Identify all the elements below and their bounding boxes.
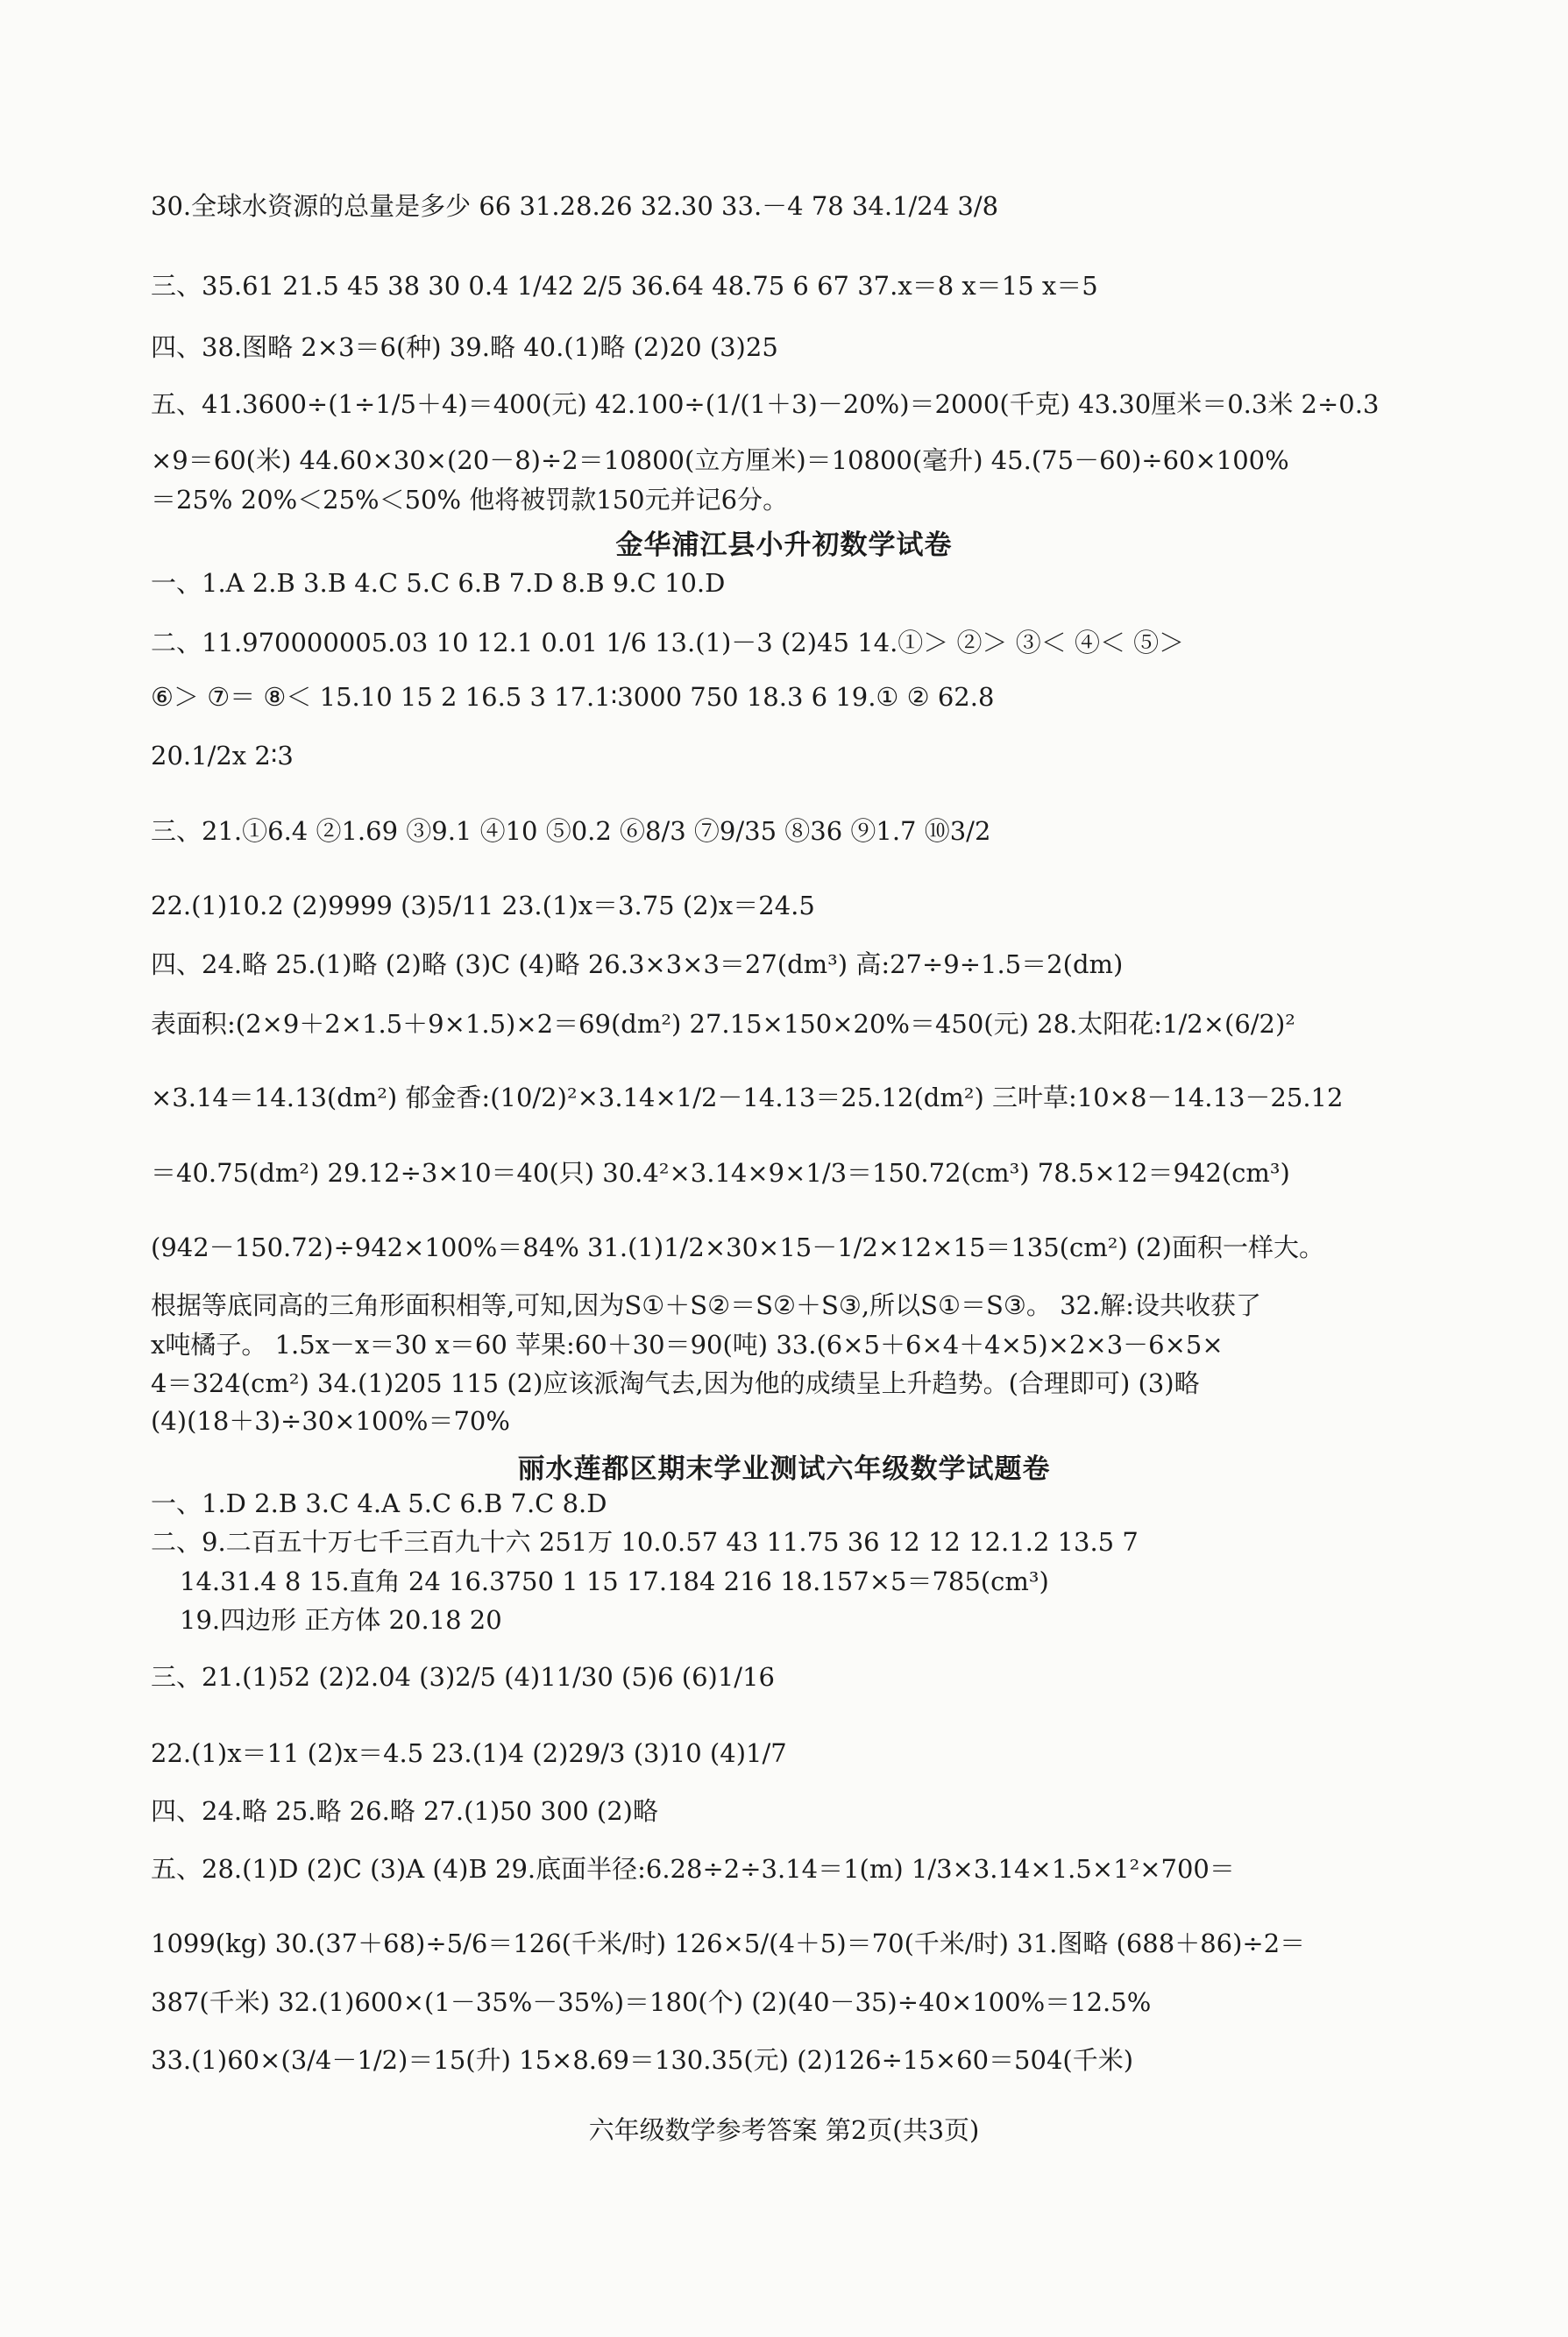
section-title-jinhua: 金华浦江县小升初数学试卷 xyxy=(615,529,953,561)
jinhua-line-13: x吨橘子。 1.5x－x＝30 x＝60 苹果:60＋30＝90(吨) 33.(6×5＋6×4＋4×5)×2×3－6×5× xyxy=(151,1330,1224,1360)
lishui-line-2: 二、9.二百五十万七千三百九十六 251万 10.0.57 43 11.75 36 12 12 12.1.2 13.5 7 xyxy=(151,1527,1139,1557)
lishui-line-7: 四、24.略 25.略 26.略 27.(1)50 300 (2)略 xyxy=(151,1796,658,1826)
jinhua-line-12: 根据等底同高的三角形面积相等,可知,因为S①＋S②＝S②＋S③,所以S①＝S③。 32.解:设共收获了 xyxy=(151,1290,1261,1320)
lishui-line-4: 19.四边形 正方体 20.18 20 xyxy=(180,1605,502,1635)
jinhua-line-5: 三、21.①6.4 ②1.69 ③9.1 ④10 ⑤0.2 ⑥8/3 ⑦9/35 ⑧36 ⑨1.7 ⑩3/2 xyxy=(151,816,991,846)
jinhua-line-6: 22.(1)10.2 (2)9999 (3)5/11 23.(1)x＝3.75 (2)x＝24.5 xyxy=(151,891,815,920)
lishui-line-6: 22.(1)x＝11 (2)x＝4.5 23.(1)4 (2)29/3 (3)10 (4)1/7 xyxy=(151,1738,787,1768)
lishui-line-8: 五、28.(1)D (2)C (3)A (4)B 29.底面半径:6.28÷2÷3.14＝1(m) 1/3×3.14×1.5×1²×700＝ xyxy=(151,1854,1235,1884)
answer-line-1: 30.全球水资源的总量是多少 66 31.28.26 32.30 33.－4 78 34.1/24 3/8 xyxy=(151,191,999,221)
jinhua-line-14: 4＝324(cm²) 34.(1)205 115 (2)应该派淘气去,因为他的成绩呈上升趋势。(合理即可) (3)略 xyxy=(151,1368,1200,1398)
jinhua-line-15: (4)(18＋3)÷30×100%＝70% xyxy=(151,1406,510,1436)
section-title-lishui: 丽水莲都区期末学业测试六年级数学试题卷 xyxy=(517,1453,1051,1485)
answer-line-6: ＝25% 20%＜25%＜50% 他将被罚款150元并记6分。 xyxy=(151,485,789,515)
jinhua-line-4: 20.1/2x 2∶3 xyxy=(151,741,294,771)
lishui-line-3: 14.31.4 8 15.直角 24 16.3750 1 15 17.184 216 18.157×5＝785(cm³) xyxy=(180,1566,1049,1596)
answer-line-3: 四、38.图略 2×3＝6(种) 39.略 40.(1)略 (2)20 (3)25 xyxy=(151,332,778,362)
lishui-line-1: 一、1.D 2.B 3.C 4.A 5.C 6.B 7.C 8.D xyxy=(151,1488,607,1518)
lishui-line-10: 387(千米) 32.(1)600×(1－35%－35%)＝180(个) (2)(40－35)÷40×100%＝12.5% xyxy=(151,1987,1152,2017)
jinhua-line-8: 表面积:(2×9＋2×1.5＋9×1.5)×2＝69(dm²) 27.15×150×20%＝450(元) 28.太阳花:1/2×(6/2)² xyxy=(151,1009,1295,1039)
jinhua-line-10: ＝40.75(dm²) 29.12÷3×10＝40(只) 30.4²×3.14×9×1/3＝150.72(cm³) 78.5×12＝942(cm³) xyxy=(151,1158,1290,1188)
jinhua-line-2: 二、11.970000005.03 10 12.1 0.01 1/6 13.(1)－3 (2)45 14.①＞ ②＞ ③＜ ④＜ ⑤＞ xyxy=(151,628,1185,657)
answer-line-2: 三、35.61 21.5 45 38 30 0.4 1/42 2/5 36.64 48.75 6 67 37.x＝8 x＝15 x＝5 xyxy=(151,271,1098,301)
jinhua-line-3: ⑥＞ ⑦＝ ⑧＜ 15.10 15 2 16.5 3 17.1∶3000 750 18.3 6 19.① ② 62.8 xyxy=(151,682,995,712)
jinhua-line-7: 四、24.略 25.(1)略 (2)略 (3)C (4)略 26.3×3×3＝27(dm³) 高:27÷9÷1.5＝2(dm) xyxy=(151,949,1124,979)
lishui-line-5: 三、21.(1)52 (2)2.04 (3)2/5 (4)11/30 (5)6 (6)1/16 xyxy=(151,1662,775,1692)
jinhua-line-1: 一、1.A 2.B 3.B 4.C 5.C 6.B 7.D 8.B 9.C 10.D xyxy=(151,568,726,598)
lishui-line-11: 33.(1)60×(3/4－1/2)＝15(升) 15×8.69＝130.35(元) (2)126÷15×60＝504(千米) xyxy=(151,2045,1134,2075)
lishui-line-9: 1099(kg) 30.(37＋68)÷5/6＝126(千米/时) 126×5/(4＋5)＝70(千米/时) 31.图略 (688＋86)÷2＝ xyxy=(151,1929,1306,1958)
answer-line-4: 五、41.3600÷(1÷1/5＋4)＝400(元) 42.100÷(1/(1＋3)－20%)＝2000(千克) 43.30厘米＝0.3米 2÷0.3 xyxy=(151,389,1380,419)
page-footer: 六年级数学参考答案 第2页(共3页) xyxy=(588,2115,980,2145)
answer-line-5: ×9＝60(米) 44.60×30×(20－8)÷2＝10800(立方厘米)＝10800(毫升) 45.(75－60)÷60×100% xyxy=(151,445,1289,475)
jinhua-line-9: ×3.14＝14.13(dm²) 郁金香:(10/2)²×3.14×1/2－14.13＝25.12(dm²) 三叶草:10×8－14.13－25.12 xyxy=(151,1083,1344,1112)
jinhua-line-11: (942－150.72)÷942×100%＝84% 31.(1)1/2×30×15－1/2×12×15＝135(cm²) (2)面积一样大。 xyxy=(151,1232,1324,1262)
